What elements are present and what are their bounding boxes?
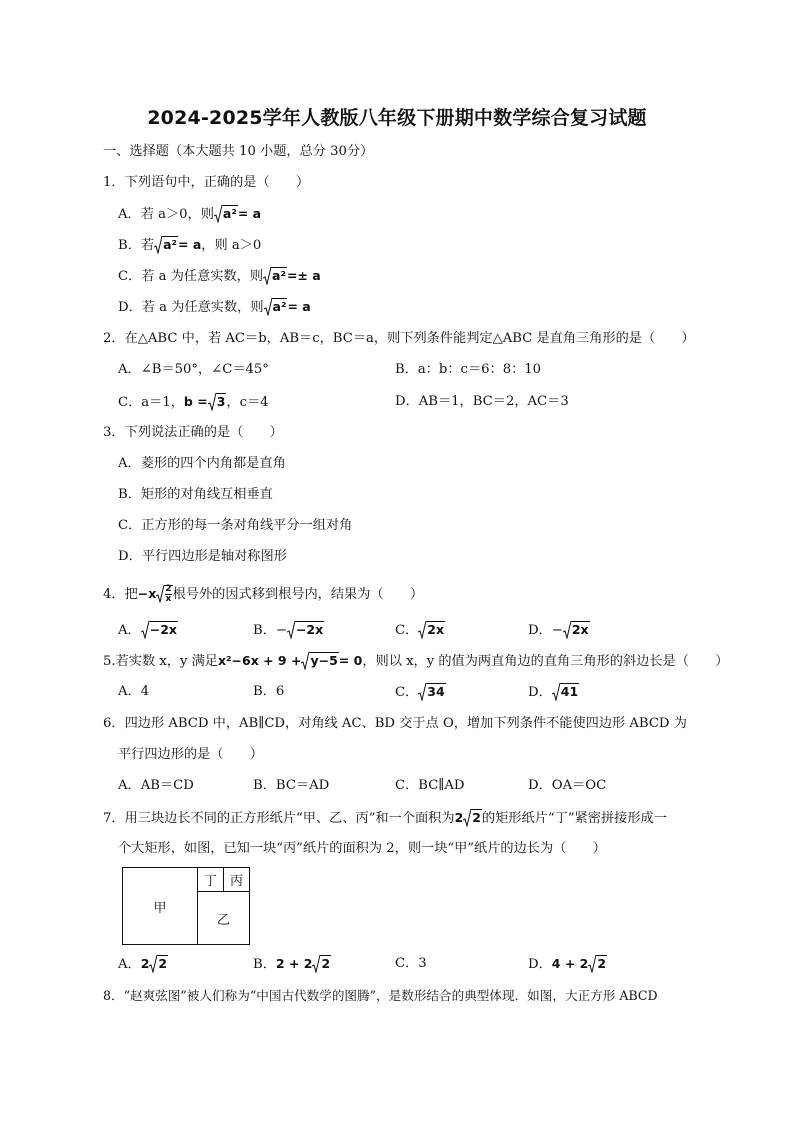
- question-5-stem: 5.若实数 x，y 满足x²−6x + 9 + y−5= 0，则以 x，y 的值为两直角边的直角三角形的斜边长是（ ）: [103, 653, 729, 669]
- question-3-stem: 3．下列说法正确的是（ ）: [103, 425, 283, 440]
- sqrt-symbol: a²: [264, 298, 288, 316]
- page-title: 2024-2025学年人教版八年级下册期中数学综合复习试题: [147, 107, 647, 129]
- question-2-option-a: A．∠B＝50°，∠C＝45°: [118, 362, 269, 377]
- question-3-option-a: A．菱形的四个内角都是直角: [118, 456, 286, 471]
- sqrt-symbol: 34: [418, 683, 445, 701]
- question-1-stem: 1．下列语句中，正确的是（ ）: [103, 175, 310, 190]
- sqrt-symbol: 2x: [563, 621, 590, 639]
- question-4-option-b: B．− −2x: [253, 622, 324, 638]
- question-3-option-b: B．矩形的对角线互相垂直: [118, 487, 273, 502]
- sqrt-symbol: 2: [463, 809, 482, 827]
- fraction: $\frac{2}{x}$: [165, 584, 172, 604]
- figure-cell-bing: 丙: [224, 868, 249, 892]
- rectangle-figure: [122, 867, 250, 945]
- sqrt-symbol: 2x: [418, 621, 445, 639]
- question-2-option-b: B．a：b：c＝6：8：10: [395, 362, 542, 377]
- sqrt-symbol: [156, 585, 172, 604]
- sqrt-symbol: 41: [552, 683, 579, 701]
- question-6-stem: 6．四边形 ABCD 中，AB∥CD，对角线 AC、BD 交于点 O，增加下列条件不能使四边形 ABCD 为: [103, 716, 687, 731]
- question-6-option-b: B．BC＝AD: [253, 778, 330, 793]
- question-1-option-b: B．若 a²= a，则 a＞0: [118, 237, 262, 253]
- question-7-option-d: D．4 + 2 2: [528, 956, 607, 972]
- sqrt-symbol: a²: [214, 205, 238, 223]
- sqrt-symbol: y−5: [301, 652, 338, 670]
- question-1-option-d: D．若 a 为任意实数，则 a²= a: [118, 299, 311, 315]
- sqrt-symbol: 3: [208, 393, 227, 411]
- sqrt-symbol: 2: [149, 955, 168, 973]
- question-6-option-a: A．AB＝CD: [118, 778, 194, 793]
- question-4-option-d: D．− 2x: [528, 622, 589, 638]
- question-2-option-d: D．AB＝1，BC＝2，AC＝3: [395, 394, 569, 409]
- question-5-option-a: A．4: [118, 684, 150, 699]
- question-1-option-c: C．若 a 为任意实数，则 a²=± a: [118, 268, 321, 284]
- sqrt-symbol: 2: [312, 955, 331, 973]
- question-3-option-d: D．平行四边形是轴对称图形: [118, 549, 287, 564]
- question-5-option-d: D． 41: [528, 684, 579, 700]
- question-6-stem-continued: 平行四边形的是（ ）: [118, 747, 264, 762]
- figure-cell-jia: 甲: [123, 868, 198, 944]
- question-4-option-c: C． 2x: [395, 622, 445, 638]
- figure-cell-yi: 乙: [216, 912, 230, 928]
- question-2-option-c: C．a＝1，b = 3，c＝4: [118, 394, 269, 410]
- question-7-stem-continued: 个大矩形，如图，已知一块“丙”纸片的面积为 2，则一块“甲”纸片的边长为（ ）: [118, 841, 606, 856]
- question-4-stem: 4．把−x $\frac{2}{x}$ 根号外的因式移到根号内，结果为（ ）: [103, 584, 424, 604]
- question-5-option-b: B．6: [253, 684, 285, 699]
- question-6-option-d: D．OA＝OC: [528, 778, 607, 793]
- question-4-option-a: A． −2x: [118, 622, 177, 638]
- question-7-option-c: C．3: [395, 956, 427, 971]
- question-7-option-a: A．2 2: [118, 956, 168, 972]
- question-3-option-c: C．正方形的每一条对角线平分一组对角: [118, 518, 353, 533]
- figure-cell-ding: 丁: [198, 868, 224, 892]
- question-8-stem: 8．“赵爽弦图”被人们称为“中国古代数学的图腾”，是数形结合的典型体现．如图，大正方形 ABCD: [103, 988, 658, 1003]
- sqrt-symbol: 2: [588, 955, 607, 973]
- sqrt-symbol: −2x: [141, 621, 178, 639]
- question-1-option-a: A．若 a＞0，则 a²= a: [118, 206, 262, 222]
- question-2-stem: 2．在△ABC 中，若 AC＝b，AB＝c，BC＝a，则下列条件能判定△ABC 是直角三角形的是（ ）: [103, 331, 695, 346]
- sqrt-symbol: a²: [263, 267, 287, 285]
- section-heading: 一、选择题（本大题共 10 小题，总分 30分）: [103, 144, 374, 159]
- sqrt-symbol: a²: [154, 236, 178, 254]
- sqrt-symbol: −2x: [287, 621, 324, 639]
- question-7-option-b: B．2 + 2 2: [253, 956, 331, 972]
- question-7-stem: 7．用三块边长不同的正方形纸片“甲、乙、丙”和一个面积为2 2的矩形纸片“丁”紧密拼接形成一: [103, 810, 667, 826]
- question-5-option-c: C． 34: [395, 684, 445, 700]
- question-6-option-c: C．BC∥AD: [395, 778, 465, 793]
